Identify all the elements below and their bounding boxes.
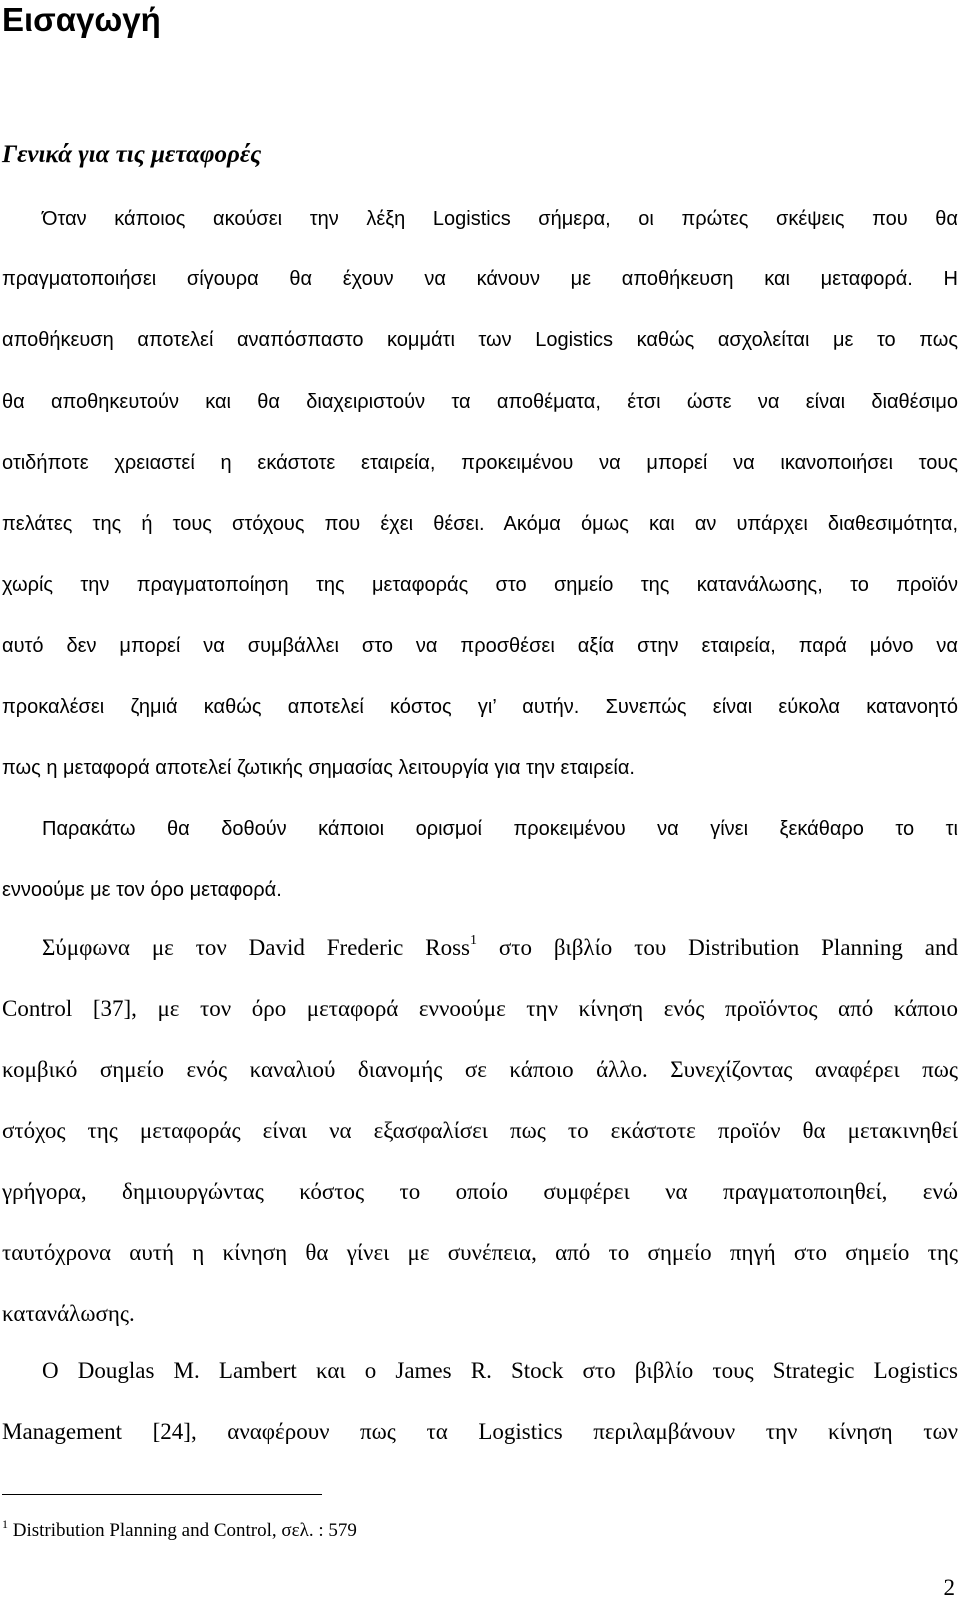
page-title: Εισαγωγή bbox=[2, 1, 161, 38]
paragraph-3-line: στόχος της μεταφοράς είναι να εξασφαλίσει πως το εκάστοτε προϊόν θα μετακινηθεί bbox=[2, 1118, 958, 1143]
paragraph-3-text: Σύμφωνα με τον David Frederic Ross bbox=[42, 935, 470, 960]
page-number: 2 bbox=[943, 1575, 955, 1600]
footnote-text: Distribution Planning and Control, σελ. : 579 bbox=[8, 1520, 357, 1541]
footnote bbox=[2, 1519, 357, 1543]
paragraph-1-line: θα αποθηκευτούν και θα διαχειριστούν τα αποθέματα, έτσι ώστε να είναι διαθέσιμο bbox=[2, 391, 958, 413]
paragraph-2-line: εννοούμε με τον όρο μεταφορά. bbox=[2, 879, 282, 901]
paragraph-3-line bbox=[2, 932, 958, 964]
paragraph-1-line: χωρίς την πραγματοποίηση της μεταφοράς στο σημείο της κατανάλωσης, το προϊόν bbox=[2, 574, 958, 596]
paragraph-3-line: γρήγορα, δημιουργώντας κόστος το οποίο συμφέρει να πραγματοποιηθεί, ενώ bbox=[2, 1179, 958, 1204]
paragraph-1-line: πελάτες της ή τους στόχους που έχει θέσει. Ακόμα όμως και αν υπάρχει διαθεσιμότητα, bbox=[2, 513, 958, 535]
paragraph-4-line: Ο Douglas M. Lambert και ο James R. Stock στο βιβλίο τους Strategic Logistics bbox=[42, 1358, 958, 1383]
section-heading: Γενικά για τις μεταφορές bbox=[2, 141, 262, 168]
paragraph-2-line: Παρακάτω θα δοθούν κάποιοι ορισμοί προκειμένου να γίνει ξεκάθαρο το τι bbox=[42, 818, 958, 840]
paragraph-1-line: αυτό δεν μπορεί να συμβάλλει στο να προσθέσει αξία στην εταιρεία, παρά μόνο να bbox=[2, 635, 958, 657]
paragraph-3-line: Control [37], με τον όρο μεταφορά εννοούμε την κίνηση ενός προϊόντος από κάποιο bbox=[2, 996, 958, 1021]
paragraph-1-line: προκαλέσει ζημιά καθώς αποτελεί κόστος γι’ αυτήν. Συνεπώς είναι εύκολα κατανοητό bbox=[2, 696, 958, 718]
paragraph-1-line: πραγματοποιήσει σίγουρα θα έχουν να κάνουν με αποθήκευση και μεταφορά. Η bbox=[2, 268, 958, 290]
footnote-reference: 1 bbox=[469, 933, 477, 948]
paragraph-3-line: ταυτόχρονα αυτή η κίνηση θα γίνει με συνέπεια, από το σημείο πηγή στο σημείο της bbox=[2, 1240, 958, 1265]
paragraph-4-line: Management [24], αναφέρουν πως τα Logistics περιλαμβάνουν την κίνηση των bbox=[2, 1419, 958, 1444]
paragraph-1-line: αποθήκευση αποτελεί αναπόσπαστο κομμάτι των Logistics καθώς ασχολείται με το πως bbox=[2, 329, 958, 351]
paragraph-1-line: Όταν κάποιος ακούσει την λέξη Logistics σήμερα, οι πρώτες σκέψεις που θα bbox=[42, 208, 958, 230]
footnote-separator bbox=[2, 1494, 322, 1495]
paragraph-3-line: κομβικό σημείο ενός καναλιού διανομής σε κάποιο άλλο. Συνεχίζοντας αναφέρει πως bbox=[2, 1057, 958, 1082]
footnote-number: 1 bbox=[2, 1517, 8, 1531]
paragraph-1-line: οτιδήποτε χρειαστεί η εκάστοτε εταιρεία, προκειμένου να μπορεί να ικανοποιήσει τους bbox=[2, 452, 958, 474]
paragraph-3-text: στο βιβλίο του Distribution Planning and bbox=[476, 935, 958, 960]
paragraph-3-line: κατανάλωσης. bbox=[2, 1301, 135, 1326]
paragraph-1-line: πως η μεταφορά αποτελεί ζωτικής σημασίας λειτουργία για την εταιρεία. bbox=[2, 757, 635, 779]
